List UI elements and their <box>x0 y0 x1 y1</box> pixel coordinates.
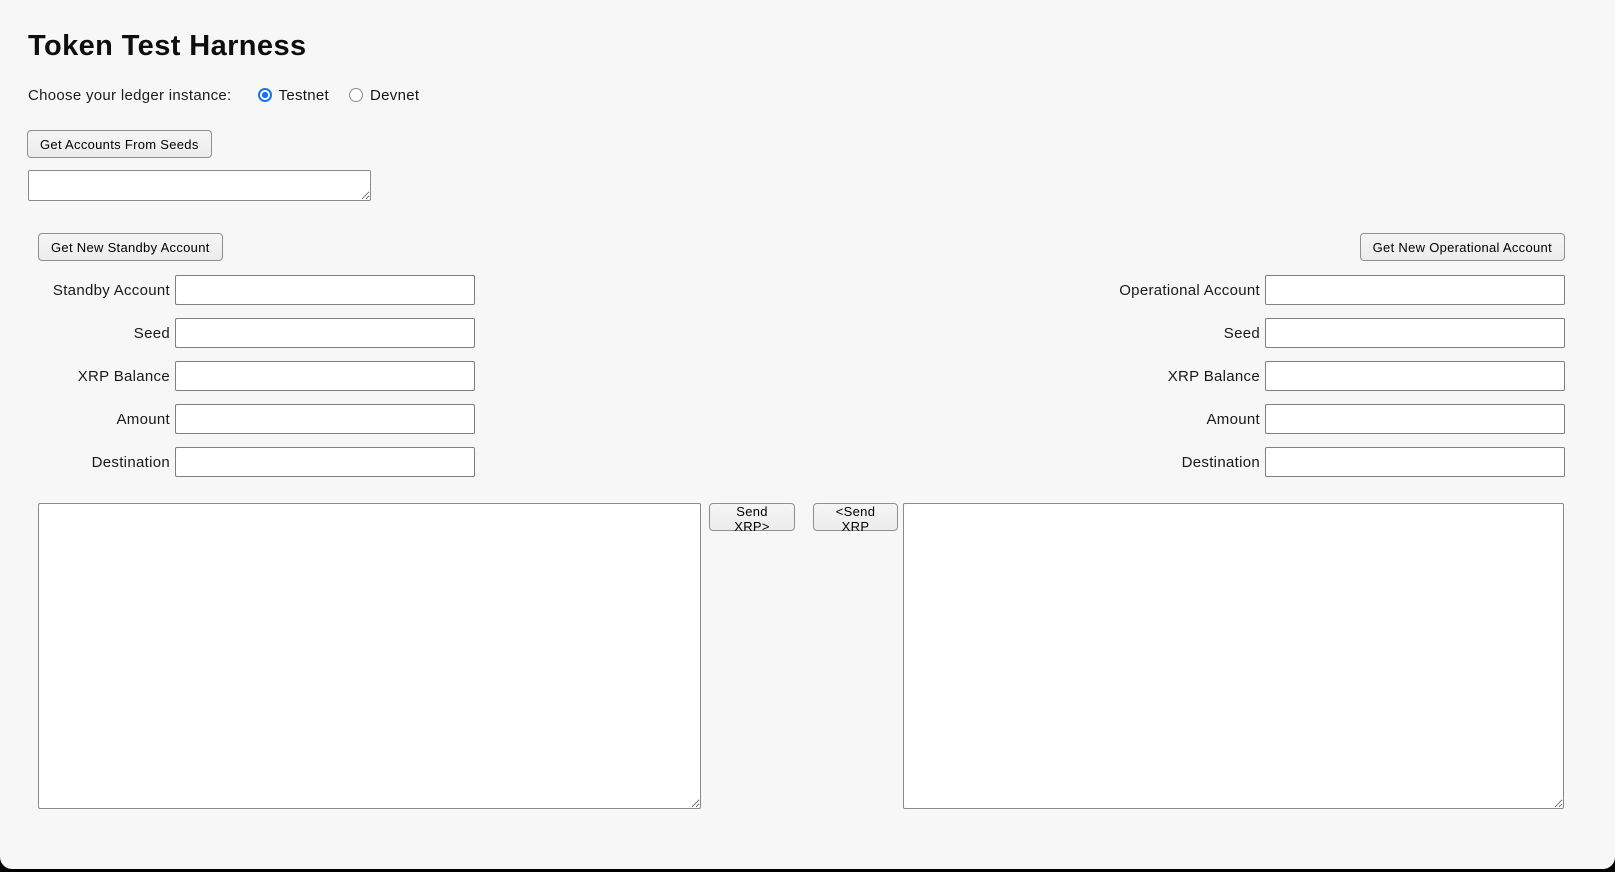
standby-amount-label: Amount <box>116 410 170 428</box>
operational-fields <box>1045 275 1565 490</box>
operational-amount-row <box>1045 404 1565 434</box>
radio-option-devnet[interactable] <box>349 87 419 104</box>
operational-seed-row <box>1045 318 1565 348</box>
standby-amount-input[interactable] <box>175 404 475 434</box>
get-new-standby-account-button[interactable]: Get New Standby Account <box>38 233 223 261</box>
operational-xrp-balance-row <box>1045 361 1565 391</box>
ledger-instance-label: Choose your ledger instance: <box>28 86 232 104</box>
standby-account-row <box>38 275 475 305</box>
get-new-operational-account-button[interactable]: Get New Operational Account <box>1360 233 1565 261</box>
standby-destination-row <box>38 447 475 477</box>
standby-seed-input[interactable] <box>175 318 475 348</box>
testnet-radio[interactable] <box>258 88 272 102</box>
radio-option-testnet[interactable] <box>258 87 329 104</box>
send-xrp-to-operational-button[interactable]: Send XRP> <box>709 503 795 531</box>
operational-account-input[interactable] <box>1265 275 1565 305</box>
standby-fields <box>38 275 475 490</box>
standby-results-textarea[interactable] <box>38 503 701 809</box>
standby-xrp-balance-input[interactable] <box>175 361 475 391</box>
standby-destination-input[interactable] <box>175 447 475 477</box>
standby-seed-row <box>38 318 475 348</box>
operational-destination-label: Destination <box>1181 453 1260 471</box>
devnet-radio[interactable] <box>349 88 363 102</box>
page-title: Token Test Harness <box>28 30 307 62</box>
operational-xrp-balance-input[interactable] <box>1265 361 1565 391</box>
standby-xrp-balance-row <box>38 361 475 391</box>
operational-seed-label: Seed <box>1223 324 1260 342</box>
standby-account-label: Standby Account <box>52 281 170 299</box>
operational-seed-input[interactable] <box>1265 318 1565 348</box>
get-accounts-from-seeds-button[interactable]: Get Accounts From Seeds <box>27 130 212 158</box>
testnet-radio-label: Testnet <box>278 86 329 104</box>
devnet-radio-label: Devnet <box>370 86 420 104</box>
standby-account-input[interactable] <box>175 275 475 305</box>
operational-destination-row <box>1045 447 1565 477</box>
operational-amount-label: Amount <box>1206 410 1260 428</box>
operational-account-label: Operational Account <box>1119 281 1260 299</box>
seeds-textarea[interactable] <box>28 170 371 201</box>
operational-destination-input[interactable] <box>1265 447 1565 477</box>
standby-amount-row <box>38 404 475 434</box>
standby-seed-label: Seed <box>133 324 170 342</box>
operational-results-textarea[interactable] <box>903 503 1564 809</box>
ledger-instance-row <box>28 85 419 105</box>
operational-amount-input[interactable] <box>1265 404 1565 434</box>
operational-account-row <box>1045 275 1565 305</box>
standby-xrp-balance-label: XRP Balance <box>77 367 170 385</box>
operational-xrp-balance-label: XRP Balance <box>1167 367 1260 385</box>
send-xrp-to-standby-button[interactable]: <Send XRP <box>813 503 898 531</box>
standby-destination-label: Destination <box>91 453 170 471</box>
